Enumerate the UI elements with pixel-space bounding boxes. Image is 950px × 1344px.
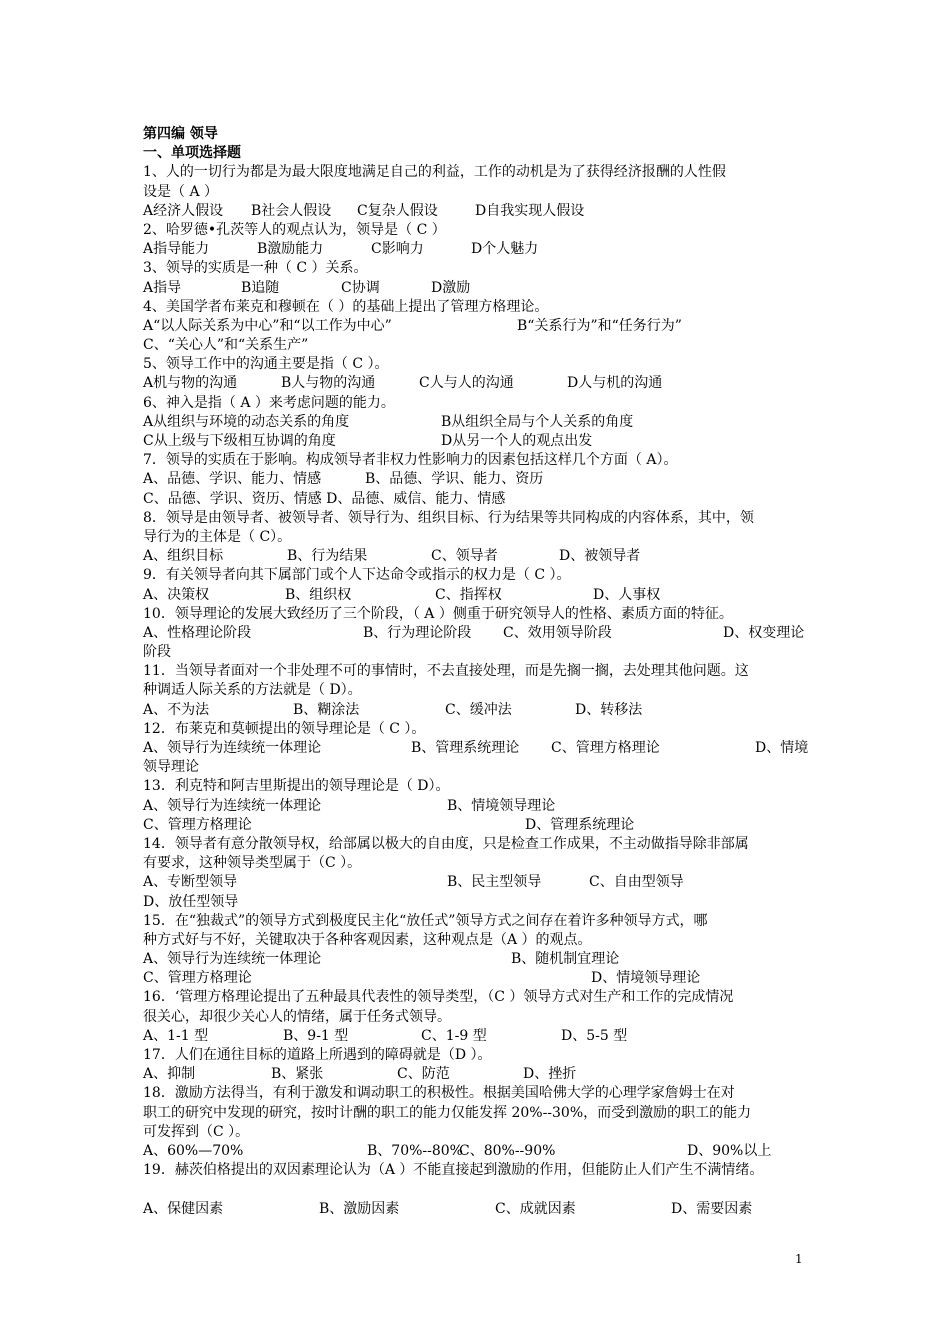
question-14-stem: 14．领导者有意分散领导权，给部属以极大的自由度，只是检查工作成果，不主动做指导除非部属 <box>143 835 749 852</box>
option-b: B人与物的沟通 <box>281 375 376 392</box>
question-15-options-cd <box>143 969 813 988</box>
option-c: C复杂人假设 <box>357 202 438 219</box>
question-7-options-ab <box>143 470 813 489</box>
option-b: B、激励因素 <box>319 1200 400 1217</box>
section-title: 一、单项选择题 <box>143 145 241 162</box>
question-5-options <box>143 374 813 393</box>
question-12-stem: 12．布莱克和莫顿提出的领导理论是（ C ）。 <box>143 720 426 737</box>
page-number: 1 <box>795 1252 803 1266</box>
question-11-stem-cont: 种调适人际关系的方法就是（ D）。 <box>143 682 362 699</box>
option-d: D、权变理论 <box>723 624 805 641</box>
question-19-stem: 19．赫茨伯格提出的双因素理论认为（A ）不能直接起到激励的作用，但能防止人们产生不满情绪。 <box>143 1162 764 1179</box>
question-16-options <box>143 1027 813 1046</box>
question-17-options <box>143 1065 813 1084</box>
option-a: A、性格理论阶段 <box>143 624 252 641</box>
option-b: B从组织全局与个人关系的角度 <box>441 413 634 430</box>
part-title: 第四编 领导 <box>143 126 218 142</box>
question-4-stem: 4、美国学者布莱克和穆顿在（ ）的基础上提出了管理方格理论。 <box>143 298 549 315</box>
option-c: C、成就因素 <box>495 1200 576 1217</box>
option-c: C、缓冲法 <box>445 701 512 718</box>
option-a: A指导能力 <box>143 241 210 258</box>
question-7-stem: 7．领导的实质在于影响。构成领导者非权力性影响力的因素包括这样几个方面（ A）。 <box>143 452 678 469</box>
question-11-options <box>143 701 813 720</box>
option-b: B社会人假设 <box>251 202 332 219</box>
option-d: D、被领导者 <box>559 548 641 565</box>
option-b: B、行为理论阶段 <box>363 624 472 641</box>
question-18-stem-cont: 职工的研究中发现的研究，按时计酬的职工的能力仅能发挥 20%--30%，而受到激励的职工的能力 <box>143 1104 752 1121</box>
option-d: D、转移法 <box>575 701 643 718</box>
question-8-stem: 8．领导是由领导者、被领导者、领导行为、组织目标、行为结果等共同构成的内容体系，其中，领 <box>143 509 754 526</box>
option-c: C、管理方格理论 <box>143 970 252 987</box>
option-d: D、挫折 <box>523 1066 577 1083</box>
question-10-stem: 10．领导理论的发展大致经历了三个阶段，（ A ）侧重于研究领导人的性格、素质方面的特征。 <box>143 605 733 622</box>
option-b: B、紧张 <box>271 1066 324 1083</box>
option-b: B、糊涂法 <box>293 701 360 718</box>
option-a: A“以人际关系为中心”和“以工作为中心” <box>143 317 392 334</box>
question-16-stem: 16．‘管理方格理论提出了五种最具代表性的领导类型，（C ）领导方式对生产和工作的完成情况 <box>143 989 734 1006</box>
question-8-stem-cont: 导行为的主体是（ C）。 <box>143 528 292 545</box>
option-c: C、1-9 型 <box>421 1027 487 1044</box>
question-1-stem: 1、人的一切行为都是为最大限度地满足自己的利益，工作的动机是为了获得经济报酬的人性假 <box>143 164 726 181</box>
option-b: B、70%--80% <box>367 1142 463 1159</box>
question-3-options <box>143 279 813 298</box>
question-1-stem-cont: 设是（ A ） <box>143 183 219 200</box>
option-b: B、9-1 型 <box>283 1027 349 1044</box>
option-a: A、领导行为连续统一体理论 <box>143 797 322 814</box>
option-d: D、人事权 <box>593 586 661 603</box>
question-12-options <box>143 739 813 758</box>
option-d: D、情境 <box>755 740 809 756</box>
option-a: A、组织目标 <box>143 548 224 565</box>
question-6-options-ab <box>143 413 813 432</box>
question-16-stem-cont: 很关心，却很少关心人的情绪，属于任务式领导。 <box>143 1008 451 1025</box>
option-a: A、决策权 <box>143 586 210 603</box>
page-content <box>143 125 813 1219</box>
option-c: C、管理方格理论 <box>143 816 252 833</box>
question-13-options-cd <box>143 816 813 835</box>
question-4-options <box>143 317 813 336</box>
question-12-option-d-cont: 领导理论 <box>143 759 199 776</box>
question-18-stem: 18．激励方法得当，有利于激发和调动职工的积极性。根据美国哈佛大学的心理学家詹姆士在对 <box>143 1085 735 1102</box>
option-b: B、随机制宜理论 <box>511 951 620 968</box>
question-2-stem: 2、哈罗德•孔茨等人的观点认为，领导是（ C ） <box>143 221 446 238</box>
option-d: D、90%以上 <box>687 1142 772 1159</box>
option-a: A、领导行为连续统一体理论 <box>143 740 322 756</box>
option-b: B激励能力 <box>257 241 324 258</box>
question-14-options-abc <box>143 873 813 892</box>
option-c: C、指挥权 <box>435 586 502 603</box>
question-11-stem: 11．当领导者面对一个非处理不可的事情时，不去直接处理，而是先搁一搁，去处理其他问题。这 <box>143 663 749 680</box>
question-18-options <box>143 1142 813 1161</box>
option-a: A、专断型领导 <box>143 874 238 891</box>
option-c: C人与人的沟通 <box>419 375 514 392</box>
option-a: A、1-1 型 <box>143 1027 209 1044</box>
option-c: C影响力 <box>371 241 424 258</box>
option-c: C从上级与下级相互协调的角度 <box>143 433 336 449</box>
option-a: A经济人假设 <box>143 202 224 219</box>
option-d: D个人魅力 <box>471 241 539 258</box>
option-b: B追随 <box>241 279 280 296</box>
question-14-option-d: D、放任型领导 <box>143 893 239 910</box>
question-9-stem: 9．有关领导者向其下属部门或个人下达命令或指示的权力是（ C ）。 <box>143 567 571 584</box>
option-d: D、情境领导理论 <box>591 970 701 987</box>
option-b: B、民主型领导 <box>447 874 542 891</box>
option-a: A指导 <box>143 279 182 296</box>
question-4-option-c: C、“关心人”和“关系生产” <box>143 337 309 354</box>
question-15-stem: 15．在“独裁式”的领导方式到极度民主化“放任式”领导方式之间存在着许多种领导方式，哪 <box>143 912 708 929</box>
option-c: C、效用领导阶段 <box>503 624 612 641</box>
option-d: D自我实现人假设 <box>475 202 585 219</box>
option-b: B、组织权 <box>285 586 352 603</box>
question-14-stem-cont: 有要求，这种领导类型属于（C ）。 <box>143 855 362 872</box>
option-b: B、品德、学识、能力、资历 <box>365 471 544 488</box>
option-a: A、品德、学识、能力、情感 <box>143 471 322 488</box>
option-b: B、情境领导理论 <box>447 797 556 814</box>
question-5-stem: 5、领导工作中的沟通主要是指（ C ）。 <box>143 356 389 373</box>
question-6-options-cd <box>143 432 813 451</box>
question-13-options-ab <box>143 797 813 816</box>
option-d: D、需要因素 <box>671 1200 753 1217</box>
question-13-stem: 13．利克特和阿吉里斯提出的领导理论是（ D）。 <box>143 778 450 795</box>
option-a: A机与物的沟通 <box>143 375 238 392</box>
option-a: A、抑制 <box>143 1066 196 1083</box>
option-c: C、防范 <box>397 1066 450 1083</box>
option-c: C、自由型领导 <box>589 874 684 891</box>
option-c: C、领导者 <box>431 548 498 565</box>
question-6-stem: 6、神入是指（ A ）来考虑问题的能力。 <box>143 394 395 411</box>
option-b: B、行为结果 <box>287 548 368 565</box>
option-c: C、80%--90% <box>459 1142 556 1159</box>
option-d: D、管理系统理论 <box>525 816 635 833</box>
question-2-options <box>143 240 813 259</box>
question-17-stem: 17．人们在通往目标的道路上所遇到的障碍就是（D ）。 <box>143 1047 492 1063</box>
question-1-options <box>143 202 813 221</box>
option-a: A、保健因素 <box>143 1200 224 1217</box>
blank-line <box>143 1180 813 1199</box>
question-19-options <box>143 1200 813 1219</box>
option-c: C协调 <box>341 279 380 296</box>
option-a: A、领导行为连续统一体理论 <box>143 951 322 968</box>
option-d: D、5-5 型 <box>561 1027 628 1044</box>
option-a: A、不为法 <box>143 701 210 718</box>
question-15-options-ab <box>143 950 813 969</box>
question-10-options <box>143 624 813 643</box>
option-d: D从另一个人的观点出发 <box>441 433 593 449</box>
option-d: D人与机的沟通 <box>567 375 663 392</box>
option-d: D激励 <box>431 279 471 296</box>
question-9-options <box>143 586 813 605</box>
option-b: B、管理系统理论 <box>411 740 520 756</box>
option-b: B“关系行为”和“任务行为” <box>517 317 682 334</box>
question-15-stem-cont: 种方式好与不好，关键取决于各种客观因素，这种观点是（A ）的观点。 <box>143 931 592 948</box>
option-a: A从组织与环境的动态关系的角度 <box>143 413 350 430</box>
question-10-option-d-cont: 阶段 <box>143 644 171 661</box>
question-7-options-cd: C、品德、学识、资历、情感 D、品德、威信、能力、情感 <box>143 490 506 507</box>
question-18-stem-cont-2: 可发挥到（C ）。 <box>143 1123 250 1140</box>
question-8-options <box>143 547 813 566</box>
option-a: A、60%—70% <box>143 1142 244 1159</box>
question-3-stem: 3、领导的实质是一种（ C ）关系。 <box>143 260 368 277</box>
option-c: C、管理方格理论 <box>551 740 660 756</box>
